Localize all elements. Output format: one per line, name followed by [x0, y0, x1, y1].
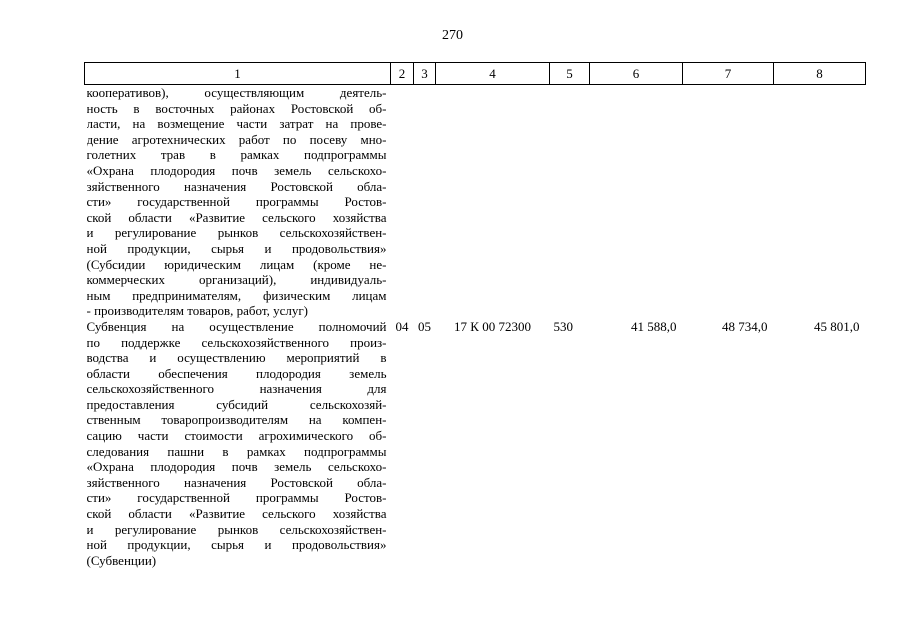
- description-line: «Охрана плодородия почв земель сельскохо-: [86, 459, 387, 475]
- cell-section: 04: [395, 318, 409, 334]
- cell-target-article: 17 К 00 72300: [454, 318, 531, 334]
- description-line: (Субвенции): [86, 552, 157, 568]
- column-header-3: 3: [414, 63, 436, 85]
- description-line: и регулирование рынков сельскохозяйствен-: [86, 225, 387, 241]
- description-line: сти» государственной программы Ростов-: [86, 194, 387, 210]
- cell-target-article: [436, 85, 550, 319]
- column-header-8: 8: [774, 63, 866, 85]
- description-line: Субвенция на осуществление полномочий: [86, 318, 387, 334]
- cell-amount-2: 48 734,0: [722, 318, 768, 334]
- cell-expense-type: [550, 85, 590, 319]
- description-line: следования пашни в рамках подпрограммы: [86, 443, 387, 459]
- column-header-7: 7: [683, 63, 774, 85]
- description-line: ной продукции, сырья и продовольствия»: [86, 537, 387, 553]
- description-line: «Охрана плодородия почв земель сельскохо-: [86, 162, 387, 178]
- cell-subsection: [414, 85, 436, 319]
- description-line: - производителям товаров, работ, услуг): [86, 303, 308, 319]
- description-line: кооперативов), осуществляющим деятель-: [86, 85, 387, 100]
- page-number: 270: [442, 28, 463, 43]
- description-line: зяйственного назначения Ростовской обла-: [86, 474, 387, 490]
- description-line: ность в восточных районах Ростовской об-: [86, 100, 387, 116]
- description-line: ной продукции, сырья и продовольствия»: [86, 240, 387, 256]
- description-line: (Субсидии юридическим лицам (кроме не-: [86, 256, 387, 272]
- cell-amount-3: [774, 85, 866, 319]
- description-line: ственным товаропроизводителям на компен-: [86, 412, 387, 428]
- description-line: дение агротехнических работ по посеву мно-: [86, 131, 387, 147]
- description-line: водства и осуществлению мероприятий в: [86, 350, 387, 366]
- description-line: зяйственного назначения Ростовской обла-: [86, 178, 387, 194]
- description-line: и регулирование рынков сельскохозяйствен-: [86, 521, 387, 537]
- description-line: области обеспечения плодородия земель: [86, 365, 387, 381]
- table-row: [85, 319, 866, 569]
- row-description: [85, 85, 391, 319]
- table-header-row: [85, 63, 866, 85]
- cell-amount-2: [683, 85, 774, 319]
- description-line: ской области «Развитие сельского хозяйства: [86, 209, 387, 225]
- description-line: по поддержке сельскохозяйственного произ-: [86, 334, 387, 350]
- description-line: коммерческих организаций), индивидуаль-: [86, 272, 387, 288]
- description-line: предоставления субсидий сельскохозяй-: [86, 396, 387, 412]
- column-header-6: 6: [590, 63, 683, 85]
- cell-amount-1: 41 588,0: [631, 318, 677, 334]
- budget-table: [84, 62, 866, 568]
- cell-amount-1: [590, 85, 683, 319]
- column-header-5: 5: [550, 63, 590, 85]
- description-line: сти» государственной программы Ростов-: [86, 490, 387, 506]
- description-line: сацию части стоимости агрохимического об-: [86, 428, 387, 444]
- description-line: ласти, на возмещение части затрат на прове-: [86, 116, 387, 132]
- description-line: сельскохозяйственного назначения для: [86, 381, 387, 397]
- description-line: ской области «Развитие сельского хозяйства: [86, 506, 387, 522]
- description-line: ным предпринимателям, физическим лицам: [86, 287, 387, 303]
- table-row: [85, 85, 866, 319]
- cell-expense-type: 530: [553, 318, 573, 334]
- cell-section: [391, 85, 414, 319]
- column-header-2: 2: [391, 63, 414, 85]
- row-description: [85, 319, 391, 569]
- column-header-4: 4: [436, 63, 550, 85]
- cell-amount-3: 45 801,0: [814, 318, 860, 334]
- cell-subsection: 05: [418, 318, 431, 334]
- description-line: голетних трав в рамках подпрограммы: [86, 147, 387, 163]
- column-header-1: 1: [85, 63, 391, 85]
